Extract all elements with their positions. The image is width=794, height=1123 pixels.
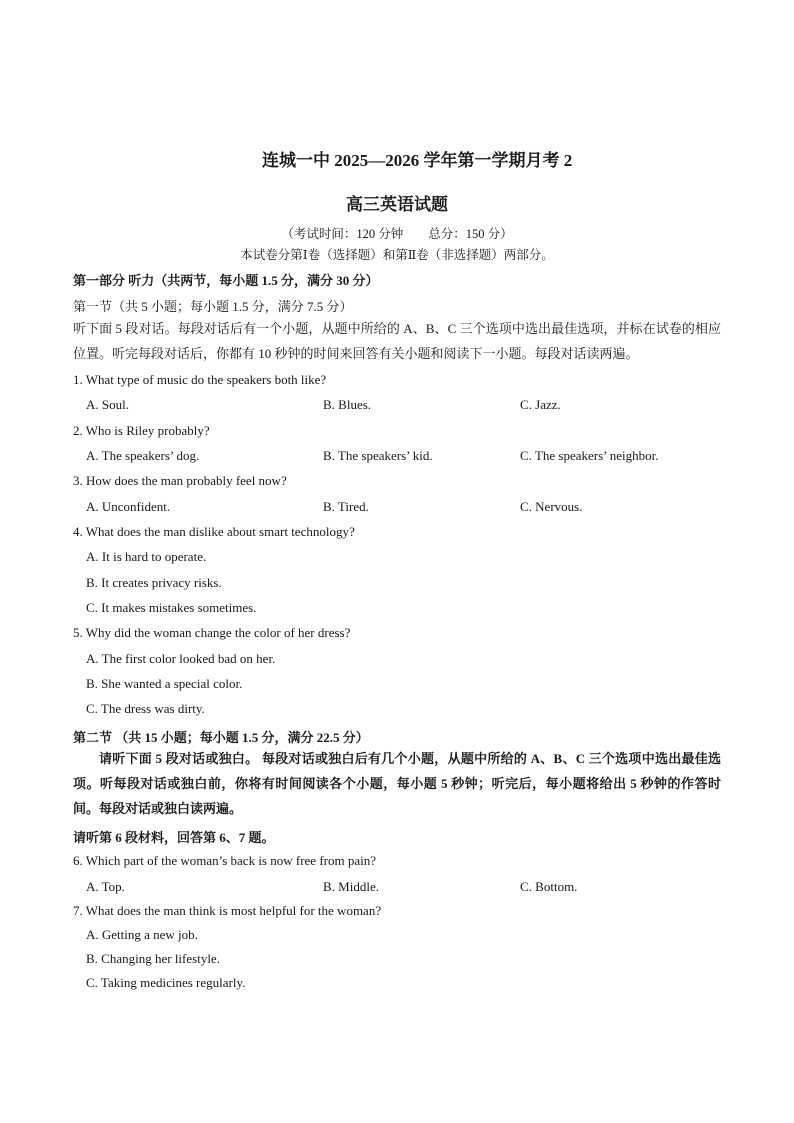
question-7: 7. What does the man think is most helpful for the woman? <box>73 903 382 918</box>
question-6-option-c: C. Bottom. <box>520 879 578 894</box>
question-6-option-b: B. Middle. <box>323 879 379 894</box>
question-3: 3. How does the man probably feel now? <box>73 473 287 488</box>
question-5-option-a: A. The first color looked bad on her. <box>86 651 276 666</box>
question-1: 1. What type of music do the speakers both like? <box>73 372 327 387</box>
question-7-option-a: A. Getting a new job. <box>86 927 198 942</box>
question-7-option-b: B. Changing her lifestyle. <box>86 951 220 966</box>
section1-instructions: 听下面 5 段对话。每段对话后有一个小题，从题中所给的 A、B、C 三个选项中选出最佳选项，并标在试卷的相应位置。听完每段对话后，你都有 10 秒钟的时间来回答有关小题和阅读下一小题。每段对话读两遍。 <box>73 321 721 361</box>
question-2-option-c: C. The speakers’ neighbor. <box>520 448 659 463</box>
exam-info: （考试时间：120 分钟 总分：150 分） <box>281 227 513 241</box>
question-2: 2. Who is Riley probably? <box>73 423 210 438</box>
question-2-option-a: A. The speakers’ dog. <box>86 448 200 463</box>
exam-subtitle: 高三英语试题 <box>346 195 448 214</box>
part1-heading: 第一部分 听力（共两节，每小题 1.5 分，满分 30 分） <box>73 273 379 288</box>
question-5-option-b: B. She wanted a special color. <box>86 676 243 691</box>
question-4: 4. What does the man dislike about smart technology? <box>73 524 355 539</box>
question-5: 5. Why did the woman change the color of her dress? <box>73 625 351 640</box>
question-3-option-c: C. Nervous. <box>520 499 583 514</box>
question-6-option-a: A. Top. <box>86 879 125 894</box>
question-3-option-a: A. Unconfident. <box>86 499 171 514</box>
question-1-option-c: C. Jazz. <box>520 397 561 412</box>
exam-title: 连城一中 2025—2026 学年第一学期月考 2 <box>262 151 573 170</box>
question-1-option-a: A. Soul. <box>86 397 129 412</box>
material-note: 请听第 6 段材料，回答第 6、7 题。 <box>73 830 275 845</box>
question-6: 6. Which part of the woman’s back is now free from pain? <box>73 853 376 868</box>
question-1-option-b: B. Blues. <box>323 397 372 412</box>
question-2-option-b: B. The speakers’ kid. <box>323 448 433 463</box>
question-7-option-c: C. Taking medicines regularly. <box>86 975 246 990</box>
section2-instructions: 请听下面 5 段对话或独白。 每段对话或独白后有几个小题，从题中所给的 A、B、C 三个选项中选出最佳选项。听每段对话或独白前，你将有时间阅读各个小题，每小题 5 秒钟；听完后，每小题将给出 5 秒钟的作答时间。每段对话或独白读两遍。 <box>73 751 721 816</box>
question-4-option-b: B. It creates privacy risks. <box>86 575 222 590</box>
exam-description: 本试卷分第Ⅰ卷（选择题）和第Ⅱ卷（非选择题）两部分。 <box>240 248 554 262</box>
section2-heading: 第二节 （共 15 小题；每小题 1.5 分，满分 22.5 分） <box>73 730 369 745</box>
question-4-option-a: A. It is hard to operate. <box>86 549 207 564</box>
section1-heading: 第一节（共 5 小题；每小题 1.5 分，满分 7.5 分） <box>73 299 353 314</box>
question-5-option-c: C. The dress was dirty. <box>86 701 205 716</box>
question-3-option-b: B. Tired. <box>323 499 369 514</box>
question-4-option-c: C. It makes mistakes sometimes. <box>86 600 257 615</box>
